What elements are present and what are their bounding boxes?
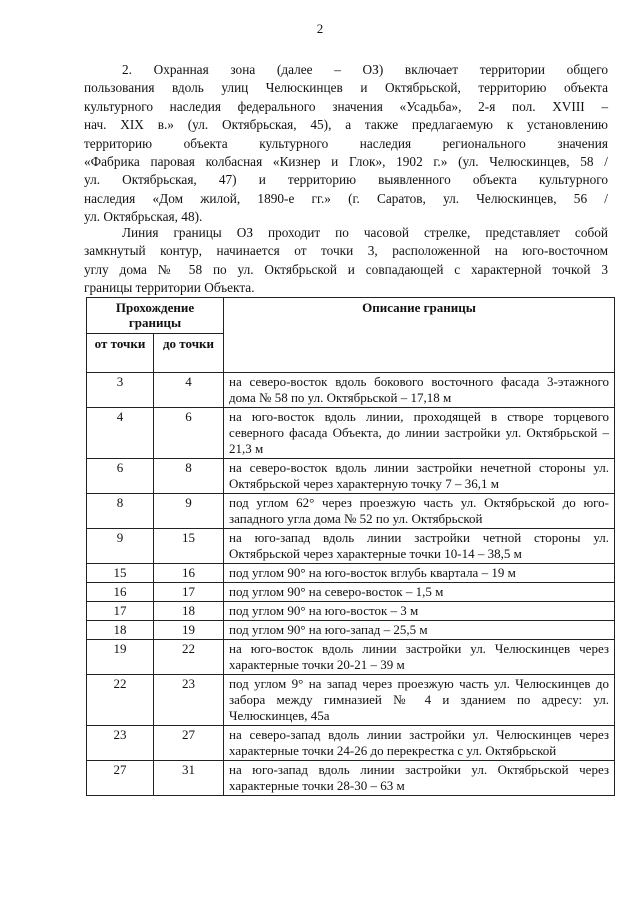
cell-to: 27 bbox=[154, 726, 224, 761]
cell-from: 18 bbox=[87, 621, 154, 640]
table-row bbox=[87, 602, 615, 621]
cell-from: 15 bbox=[87, 564, 154, 583]
cell-from: 6 bbox=[87, 459, 154, 494]
cell-description: под углом 9° на запад через проезжую часть ул. Челюскинцев до забора между гимназией № 4 и зданием по адресу: ул. Челюскинцев, 45а bbox=[224, 675, 615, 726]
table-row bbox=[87, 640, 615, 675]
cell-description: на юго-восток вдоль линии, проходящей в створе торцевого северного фасада Объекта, до линии застройки ул. Октябрьской – 21,3 м bbox=[224, 408, 615, 459]
cell-to: 16 bbox=[154, 564, 224, 583]
cell-to: 6 bbox=[154, 408, 224, 459]
table-row bbox=[87, 761, 615, 796]
paragraph-line: ул. Октябрьская, 48). bbox=[84, 209, 203, 225]
table-row bbox=[87, 583, 615, 602]
cell-description: под углом 90° на северо-восток – 1,5 м bbox=[224, 583, 615, 602]
paragraph-line: культурного наследия федерального значения «Усадьба», 2-я пол. XVIII – bbox=[84, 98, 608, 114]
paragraph-line: 2. Охранная зона (далее – ОЗ) включает территории общего bbox=[122, 62, 608, 77]
boundary-table bbox=[86, 297, 615, 796]
cell-description: под углом 90° на юго-запад – 25,5 м bbox=[224, 621, 615, 640]
paragraph-line: «Фабрика паровая колбасная «Кизнер и Глок», 1902 г.» (ул. Челюскинцев, 58 / bbox=[84, 154, 608, 170]
cell-to: 4 bbox=[154, 373, 224, 408]
paragraph-line: территорию объекта культурного наследия регионального значения bbox=[84, 135, 608, 151]
table-header-row bbox=[87, 298, 615, 334]
cell-description: на юго-восток вдоль линии застройки ул. Челюскинцев через характерные точки 20-21 – 39 м bbox=[224, 640, 615, 675]
cell-description: на северо-восток вдоль линии застройки нечетной стороны ул. Октябрьской через характерную точку 7 – 36,1 м bbox=[224, 459, 615, 494]
table-row bbox=[87, 529, 615, 564]
cell-from: 27 bbox=[87, 761, 154, 796]
cell-from: 16 bbox=[87, 583, 154, 602]
table-row bbox=[87, 675, 615, 726]
cell-from: 8 bbox=[87, 494, 154, 529]
cell-to: 19 bbox=[154, 621, 224, 640]
cell-description: на юго-запад вдоль линии застройки ул. Октябрьской через характерные точки 28-30 – 63 м bbox=[224, 761, 615, 796]
cell-to: 22 bbox=[154, 640, 224, 675]
cell-to: 23 bbox=[154, 675, 224, 726]
table-row bbox=[87, 408, 615, 459]
paragraph-line: углу дома № 58 по ул. Октябрьской и совпадающей с характерной точкой 3 bbox=[84, 261, 608, 277]
paragraph-line: пользования вдоль улиц Челюскинцев и Октябрьской, территорию объекта bbox=[84, 80, 608, 96]
table-body bbox=[87, 373, 615, 796]
cell-description: под углом 90° на юго-восток вглубь квартала – 19 м bbox=[224, 564, 615, 583]
paragraph-boundary-line bbox=[84, 224, 608, 298]
header-description: Описание границы bbox=[224, 298, 615, 373]
table-row bbox=[87, 494, 615, 529]
table-row bbox=[87, 726, 615, 761]
cell-description: под углом 90° на юго-восток – 3 м bbox=[224, 602, 615, 621]
cell-from: 22 bbox=[87, 675, 154, 726]
cell-from: 17 bbox=[87, 602, 154, 621]
header-from: от точки bbox=[87, 334, 154, 373]
cell-to: 8 bbox=[154, 459, 224, 494]
table-row bbox=[87, 373, 615, 408]
table-row bbox=[87, 459, 615, 494]
cell-from: 19 bbox=[87, 640, 154, 675]
cell-from: 3 bbox=[87, 373, 154, 408]
paragraph-protection-zone bbox=[84, 61, 608, 227]
paragraph-line: замкнутый контур, начинается от точки 3, расположенной на юго-восточном bbox=[84, 243, 608, 259]
cell-from: 23 bbox=[87, 726, 154, 761]
cell-description: на северо-запад вдоль линии застройки ул. Челюскинцев через характерные точки 24-26 до перекрестка с ул. Октябрьской bbox=[224, 726, 615, 761]
paragraph-line: нач. XIX в.» (ул. Октябрьская, 45), а также предлагаемую к установлению bbox=[84, 117, 608, 133]
cell-to: 31 bbox=[154, 761, 224, 796]
header-passage: Прохождение границы bbox=[87, 298, 224, 334]
cell-from: 4 bbox=[87, 408, 154, 459]
paragraph-line: Линия границы ОЗ проходит по часовой стрелке, представляет собой bbox=[122, 225, 608, 240]
cell-to: 17 bbox=[154, 583, 224, 602]
header-to: до точки bbox=[154, 334, 224, 373]
cell-from: 9 bbox=[87, 529, 154, 564]
page-number: 2 bbox=[316, 21, 324, 36]
cell-description: на юго-запад вдоль линии застройки четной стороны ул. Октябрьской через характерные точки 10-14 – 38,5 м bbox=[224, 529, 615, 564]
cell-to: 9 bbox=[154, 494, 224, 529]
table-row bbox=[87, 621, 615, 640]
paragraph-line: наследия «Дом жилой, 1890-е гг.» (г. Саратов, ул. Челюскинцев, 56 / bbox=[84, 190, 608, 206]
cell-description: на северо-восток вдоль бокового восточного фасада 3-этажного дома № 58 по ул. Октябрьской – 17,18 м bbox=[224, 373, 615, 408]
paragraph-line: границы территории Объекта. bbox=[84, 280, 255, 296]
cell-to: 15 bbox=[154, 529, 224, 564]
cell-description: под углом 62° через проезжую часть ул. Октябрьской до юго-западного угла дома № 52 по ул. Октябрьской bbox=[224, 494, 615, 529]
cell-to: 18 bbox=[154, 602, 224, 621]
table-row bbox=[87, 564, 615, 583]
paragraph-line: ул. Октябрьская, 47) и территорию выявленного объекта культурного bbox=[84, 172, 608, 188]
